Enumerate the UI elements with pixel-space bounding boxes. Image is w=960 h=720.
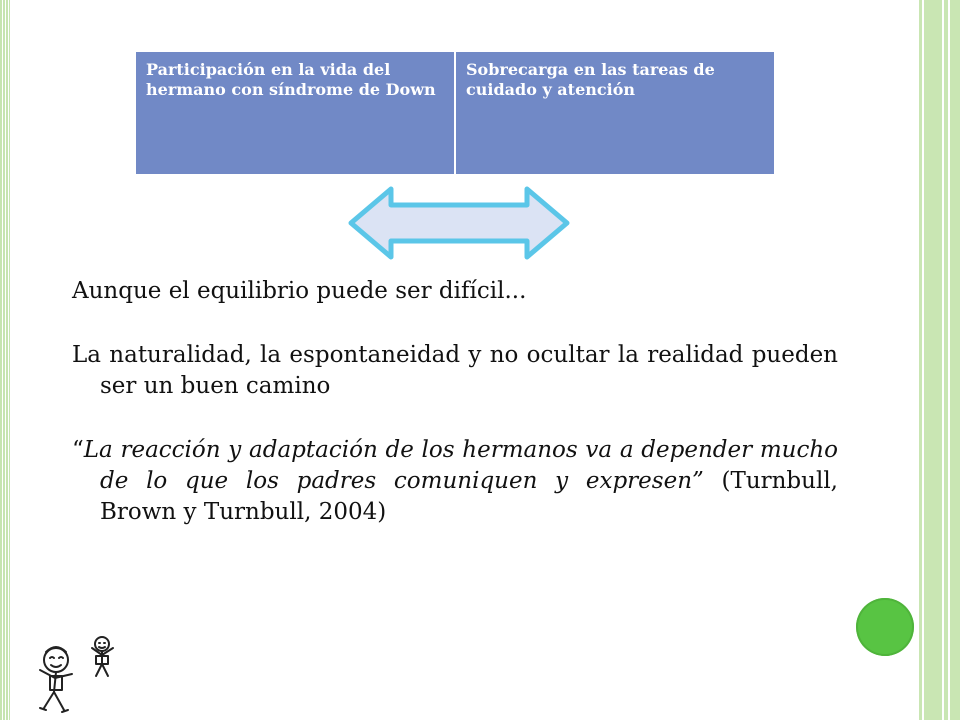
quote-text: La reacción y adaptación de los hermanos va a depender mucho de lo que los padres comuniquen y expresen” — [83, 437, 838, 494]
quote-open-mark: “ — [72, 437, 84, 463]
green-circle-decoration — [856, 598, 914, 656]
quote-citation: (Turnbull, Brown y Turnbull, 2004) — [100, 468, 838, 525]
quote-paragraph — [72, 435, 838, 528]
double-arrow-icon — [348, 186, 570, 260]
comparison-boxes — [136, 52, 774, 174]
right-decorative-border — [916, 0, 960, 720]
naturalness-line: La naturalidad, la espontaneidad y no ocultar la realidad pueden ser un buen camino — [72, 342, 838, 399]
left-decorative-border — [0, 0, 10, 720]
box-overload: Sobrecarga en las tareas de cuidado y atención — [454, 52, 774, 174]
body-text — [72, 276, 838, 528]
children-clipart-icon — [30, 630, 130, 720]
intro-line: Aunque el equilibrio puede ser difícil... — [72, 278, 527, 304]
box-participation: Participación en la vida del hermano con síndrome de Down — [136, 52, 454, 174]
